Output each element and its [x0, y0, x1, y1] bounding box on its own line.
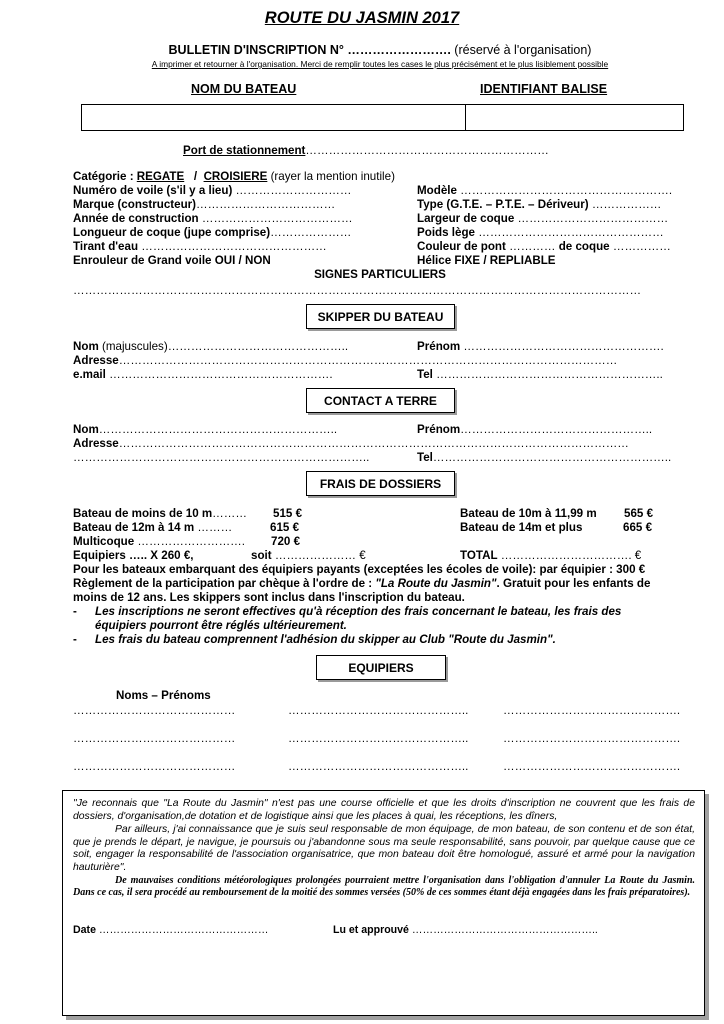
lu-approuve-label: Lu et approuvé	[333, 924, 409, 936]
crew-section-title: EQUIPIERS	[316, 655, 446, 680]
payment-note-text: . Gratuit pour les enfants de	[496, 577, 651, 590]
field-dots: …………………	[270, 226, 352, 239]
field-dots: ……………	[609, 240, 671, 253]
beacon-id-heading: IDENTIFIANT BALISE	[480, 82, 608, 96]
bulletin-number-label: BULLETIN D'INSCRIPTION N° …………………….	[168, 43, 451, 57]
total-label: TOTAL	[460, 549, 498, 562]
bullet-text: Les frais du bateau comprennent l'adhésion du skipper au Club "Route du Jasmin".	[95, 633, 556, 646]
field-dots: ………………	[588, 198, 662, 211]
soit-label: soit	[251, 549, 272, 562]
crew-fee-total-field[interactable]	[251, 549, 366, 563]
field-label: Longueur de coque (jupe comprise)	[73, 226, 271, 239]
declaration-paragraph-1: "Je reconnais que "La Route du Jasmin" n'est pas une course officielle et que les droits d'inscription ne couvrent que les frais de dossiers, d'organisation,de dotation et de logistique ainsi que les places à quai, les réceptions, les dîners,	[73, 798, 695, 822]
field-label: Prénom	[417, 423, 461, 436]
total-field[interactable]	[460, 549, 641, 563]
crew-name-field[interactable]: ………………………………………..	[288, 732, 469, 745]
category-croisiere[interactable]: CROISIERE	[203, 170, 268, 183]
skipper-name-field[interactable]	[73, 340, 348, 354]
field-label: Type (G.T.E. – P.T.E. – Dériveur)	[417, 198, 589, 211]
contact-section-title: CONTACT A TERRE	[306, 388, 455, 413]
fee-price: 615 €	[270, 521, 300, 534]
fee-row	[73, 521, 232, 535]
crew-names-label: Noms – Prénoms	[116, 689, 211, 702]
category-regate[interactable]: REGATE	[136, 170, 185, 183]
field-label: Adresse	[73, 437, 119, 450]
bulletin-number-line	[0, 43, 724, 57]
fee-price: 720 €	[271, 535, 301, 548]
instruction-text: A imprimer et retourner à l'organisation. Merci de remplir toutes les cases le plus précisément et le plus lisiblement possible	[151, 59, 609, 69]
field-dots: ……………………………………………………..	[432, 451, 672, 464]
fees-section-title: FRAIS DE DOSSIERS	[306, 471, 455, 496]
fee-label: Bateau de 14m et plus	[460, 521, 583, 534]
crew-name-field[interactable]: ………………………………………..	[288, 760, 469, 773]
build-year-field[interactable]	[73, 212, 353, 226]
fee-dots: ………	[194, 521, 233, 534]
field-label: Tel	[417, 451, 433, 464]
field-dots: …………………………………………	[475, 226, 664, 239]
bullet-dash: -	[73, 605, 77, 618]
field-label: Nom	[73, 340, 99, 353]
crew-name-field[interactable]: ……………………………………	[73, 732, 236, 745]
crew-name-field[interactable]: ……………………………………….	[503, 732, 681, 745]
crew-name-field[interactable]: ……………………………………	[73, 760, 236, 773]
fee-label: Bateau de 12m à 14 m	[73, 521, 195, 534]
field-label: Année de construction	[73, 212, 199, 225]
beacon-id-field[interactable]	[465, 104, 684, 131]
field-dots: ………………………………………………….	[105, 368, 333, 381]
field-label: de coque	[558, 240, 610, 253]
bulletin-reserved-note: (réservé à l'organisation)	[454, 43, 592, 57]
field-dots: …………………………………	[514, 212, 669, 225]
fee-row	[73, 507, 247, 521]
contact-address-field[interactable]	[73, 437, 685, 451]
field-dots: …………………………………………………………………………………………………………………	[118, 354, 618, 367]
port-dots: ………………………………………………………	[305, 144, 549, 157]
crew-fee-line: Equipiers ….. X 260 €,	[73, 549, 194, 562]
crew-name-field[interactable]: ……………………………………….	[503, 760, 681, 773]
skipper-section-title: SKIPPER DU BATEAU	[306, 304, 455, 329]
contact-firstname-field[interactable]	[417, 423, 652, 437]
date-label: Date	[73, 924, 96, 936]
payee-name: "La Route du Jasmin"	[375, 577, 497, 590]
field-label: Tirant d'eau	[73, 240, 139, 253]
field-label: Modèle	[417, 184, 457, 197]
field-dots: ……………………………. €	[497, 549, 642, 562]
field-dots: …………………………………………………..	[432, 368, 663, 381]
field-dots: …………………………………………….	[460, 340, 664, 353]
fee-price: 665 €	[623, 521, 653, 534]
beam-field[interactable]	[417, 212, 668, 226]
fee-price: 565 €	[624, 507, 654, 520]
field-dots: ………………… €	[271, 549, 366, 562]
skipper-firstname-field[interactable]	[417, 340, 664, 354]
fee-dots: ………	[212, 507, 247, 520]
draft-field[interactable]	[73, 240, 327, 254]
color-field[interactable]	[417, 240, 671, 254]
field-dots: …………………………………………	[138, 240, 327, 253]
builder-field[interactable]	[73, 198, 335, 212]
declaration-paragraph-2: Par ailleurs, j'ai connaissance que je suis seul responsable de mon équipage, de mon bateau, de son contenu et de son état, que je prends le départ, je navigue, je poursuis ou j'abandonne sous ma seule responsabilité, sans pouvoir, par quelque cause que ce soit, engager la responsabilité de l'association organisatrice, que mon bateau doit être homologué, assuré et armé pour la navigation hauturière".	[73, 824, 695, 873]
fee-label: Multicoque	[73, 535, 135, 548]
contact-tel-field[interactable]	[417, 451, 671, 465]
propeller-field[interactable]	[417, 254, 556, 268]
bullet-dash: -	[73, 633, 77, 646]
boat-name-field[interactable]	[81, 104, 466, 131]
type-field[interactable]	[417, 198, 661, 212]
declaration-paragraph-3: De mauvaises conditions météorologiques prolongées pourraient mettre l'organisation dans l'obligation d'annuler La Route du Jasmin. Dans ce cas, il sera procédé au remboursement de la moitié des sommes versées (50% de ces sommes étant déjà engagées dans les frais préparatoires).	[73, 875, 695, 899]
payment-note-text: Règlement de la participation par chèque à l'ordre de :	[73, 577, 376, 590]
field-dots: …………	[505, 240, 559, 253]
field-label: Enrouleur de Grand voile OUI / NON	[73, 254, 271, 267]
payment-note	[73, 577, 650, 591]
boat-name-heading: NOM DU BATEAU	[191, 82, 297, 96]
port-line	[183, 144, 549, 158]
contact-name-field[interactable]	[73, 423, 337, 437]
field-dots: ………………………………	[196, 198, 336, 211]
port-label: Port de stationnement	[183, 144, 306, 157]
field-label: Numéro de voile (s'il y a lieu)	[73, 184, 233, 197]
signes-field[interactable]: …………………………………………………………………………………………………………………………………	[73, 284, 642, 297]
contact-address-line2[interactable]: …………………………………………………………………..	[73, 451, 370, 464]
field-note: (majuscules)	[98, 340, 168, 353]
bullet-text: équipiers pourront être réglés ultérieurement.	[95, 619, 347, 632]
field-label: e.mail	[73, 368, 106, 381]
fee-label: Bateau de moins de 10 m	[73, 507, 213, 520]
signature-field[interactable]	[333, 924, 598, 936]
fee-row	[73, 535, 245, 549]
field-label: Adresse	[73, 354, 119, 367]
declaration-box	[62, 790, 705, 1016]
category-note: (rayer la mention inutile)	[267, 170, 395, 183]
field-label: Hélice FIXE / REPLIABLE	[417, 254, 556, 267]
field-dots: ……………………………………………………..	[98, 423, 338, 436]
skipper-email-field[interactable]	[73, 368, 333, 382]
field-label: Nom	[73, 423, 99, 436]
field-dots: ……………………………………………..	[408, 924, 598, 936]
signes-title: SIGNES PARTICULIERS	[314, 268, 446, 281]
field-dots: …………………………	[232, 184, 352, 197]
sail-number-field[interactable]	[73, 184, 352, 198]
model-field[interactable]	[417, 184, 672, 198]
paying-crew-note: Pour les bateaux embarquant des équipiers payants (exceptées les écoles de voile): par équipier : 300 €	[73, 563, 646, 576]
crew-name-field[interactable]: ……………………………………….	[503, 704, 681, 717]
field-label: Tel	[417, 368, 433, 381]
field-label: Prénom	[417, 340, 461, 353]
date-field[interactable]	[73, 924, 268, 936]
crew-name-field[interactable]: ………………………………………..	[288, 704, 469, 717]
hull-length-field[interactable]	[73, 226, 351, 240]
category-line	[73, 170, 395, 184]
field-dots: …………………………………	[198, 212, 353, 225]
skipper-address-field[interactable]	[73, 354, 685, 368]
field-label: Largeur de coque	[417, 212, 515, 225]
bullet-text: Les inscriptions ne seront effectives qu'à réception des frais concernant le bateau, les frais des	[95, 605, 622, 618]
weight-field[interactable]	[417, 226, 664, 240]
field-dots: ……………………………………………….	[456, 184, 673, 197]
furler-field[interactable]	[73, 254, 271, 268]
field-dots: ……………………………………………………………………………………………………………………	[118, 437, 629, 450]
category-label: Catégorie :	[73, 170, 137, 183]
field-label: Marque (constructeur)	[73, 198, 197, 211]
fee-label: Bateau de 10m à 11,99 m	[460, 507, 597, 520]
crew-name-field[interactable]: ……………………………………	[73, 704, 236, 717]
skipper-tel-field[interactable]	[417, 368, 663, 382]
field-label: Poids lège	[417, 226, 475, 239]
fee-dots: ……………………….	[134, 535, 245, 548]
field-dots: …………………………………………..	[460, 423, 653, 436]
fee-price: 515 €	[273, 507, 303, 520]
field-label: Couleur de pont	[417, 240, 506, 253]
category-separator: /	[184, 170, 204, 183]
page-title: ROUTE DU JASMIN 2017	[264, 9, 460, 27]
children-note: moins de 12 ans. Les skippers sont inclus dans l'inscription du bateau.	[73, 591, 465, 604]
field-dots: ………………………………………..	[167, 340, 349, 353]
field-dots: …………………………………………	[95, 924, 269, 936]
